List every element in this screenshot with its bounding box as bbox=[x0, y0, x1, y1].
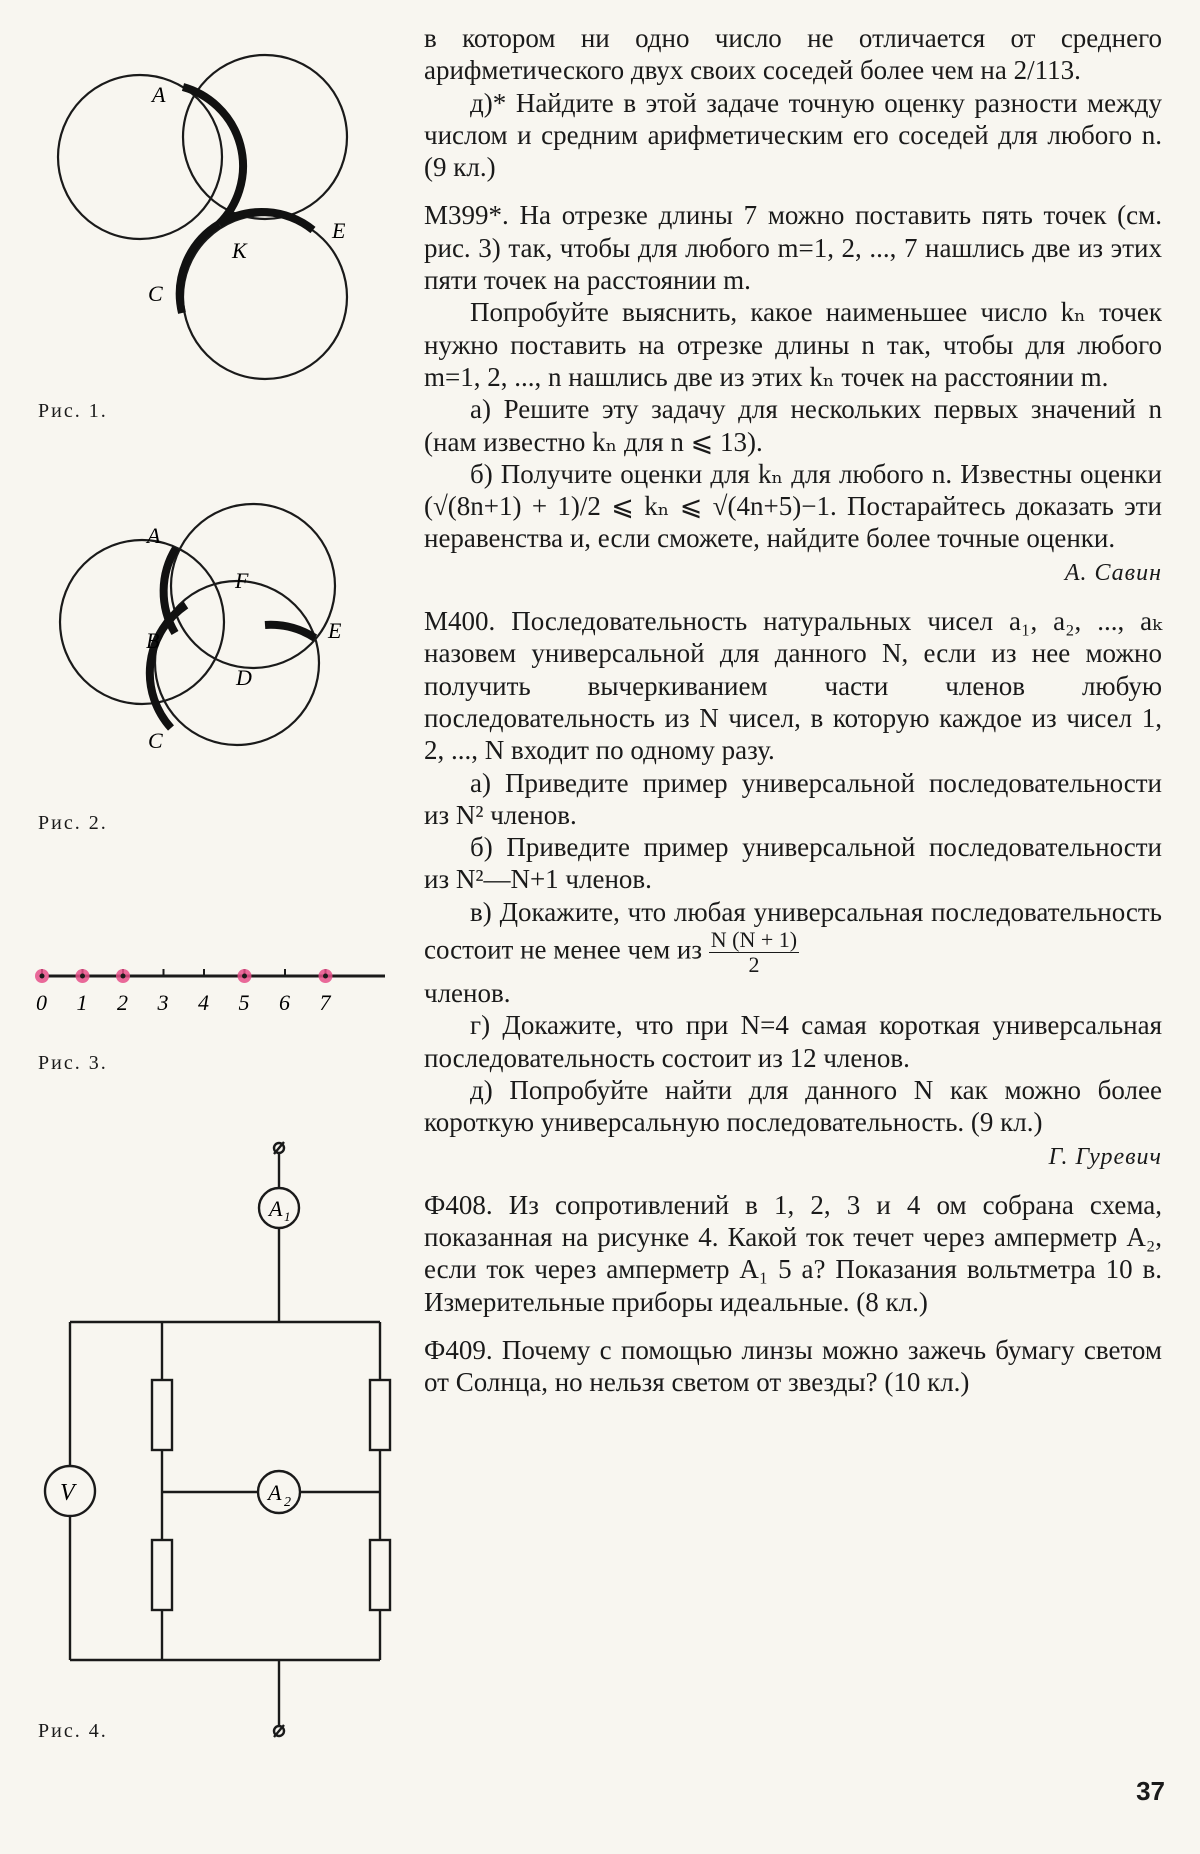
problem-m399-paragraph-2: Попробуйте выяснить, какое наименьшее число kₙ точек нужно поставить на отрезке длины n так, чтобы для любого m=1, 2, ..., n нашлись две из этих kₙ точек на расстоянии m. bbox=[424, 297, 1162, 392]
tick-label-3: 3 bbox=[157, 990, 169, 1015]
fraction bbox=[709, 928, 799, 977]
thick-arc-a-k bbox=[183, 87, 243, 224]
label-c: C bbox=[148, 728, 163, 753]
marked-point-dot-0 bbox=[40, 974, 45, 979]
circle-bottom bbox=[183, 215, 347, 379]
label-a: A bbox=[147, 523, 161, 548]
ammeter-2-sub: 2 bbox=[284, 1495, 291, 1510]
tick-label-0: 0 bbox=[36, 990, 47, 1015]
problem-m400-intro bbox=[424, 605, 1162, 766]
marked-point-dot-5 bbox=[242, 974, 247, 979]
label-d: D bbox=[236, 665, 252, 690]
tick-label-1: 1 bbox=[76, 990, 88, 1015]
circle-right-top bbox=[171, 504, 335, 668]
resistor-left-bottom bbox=[152, 1540, 172, 1610]
problem-f408 bbox=[424, 1189, 1162, 1318]
figure-4-caption: Рис. 4. bbox=[38, 1720, 108, 1742]
problem-f408-text: Из сопротивлений в 1, 2, 3 и 4 ом собрана схема, показанная на рисунке 4. Какой ток течет через амперметр A₂, если ток через амперметр A₁ 5 a? Показания вольтметра 10 в. Измерительные приборы идеальные. (8 кл.) bbox=[424, 1189, 1163, 1317]
figure-3-number-line bbox=[30, 960, 400, 1030]
label-k: K bbox=[232, 238, 247, 263]
figure-4-circuit bbox=[30, 1130, 400, 1750]
problem-f408-id: Ф408. bbox=[424, 1189, 493, 1220]
problem-m400-part-c-end: членов. bbox=[424, 978, 511, 1009]
problem-m400-part-a: а) Приведите пример универсальной последовательности из N² членов. bbox=[424, 767, 1162, 830]
problem-f409-text: Почему с помощью линзы можно зажечь бумагу светом от Солнца, но нельзя светом от звезды? (10 кл.) bbox=[424, 1334, 1163, 1398]
problem-m399-part-a: а) Решите эту задачу для нескольких первых значений n (нам известно kₙ для n ⩽ 13). bbox=[424, 394, 1162, 457]
resistor-right-top bbox=[370, 1380, 390, 1450]
problem-m399-part-b: б) Получите оценки для kₙ для любого n. Известны оценки (√(8n+1) + 1)/2 ⩽ kₙ ⩽ √(4n+5)−1. Постарайтесь доказать эти неравенства и, если сможете, найдите более точные оценки. bbox=[424, 458, 1162, 554]
problem-m400-part-e: д) Попробуйте найти для данного N как можно более короткую универсальную последовательность. (9 кл.) bbox=[424, 1074, 1162, 1138]
text-column bbox=[424, 22, 1162, 1399]
ammeter-2-label: A bbox=[268, 1480, 282, 1505]
problem-m400-part-b: б) Приведите пример универсальной последовательности из N²—N+1 членов. bbox=[424, 832, 1162, 895]
label-f: F bbox=[235, 568, 249, 593]
problem-m400-part-c-text: в) Докажите, что любая универсальная последовательность состоит не менее чем из bbox=[424, 896, 1162, 965]
label-b: B bbox=[146, 628, 160, 653]
circle-left bbox=[60, 540, 224, 704]
circle-left bbox=[58, 75, 222, 239]
resistor-right-bottom bbox=[370, 1540, 390, 1610]
marked-point-dot-2 bbox=[121, 974, 126, 979]
tick-label-7: 7 bbox=[319, 990, 331, 1015]
problem-f409-id: Ф409. bbox=[424, 1334, 493, 1365]
fraction-numerator: N (N + 1) bbox=[710, 927, 798, 953]
problem-m400-part-d: г) Докажите, что при N=4 самая короткая универсальная последовательность состоит из 12 членов. bbox=[424, 1010, 1162, 1073]
problem-f409 bbox=[424, 1334, 1162, 1399]
problem-m399-author: А. Савин bbox=[1064, 559, 1162, 586]
problem-m400-intro-text: Последовательность натуральных чисел a₁, a₂, ..., aₖ назовем универсальной для данного N, если из нее можно получить вычеркиванием части членов любую последовательность из N чисел, в которую каждое из чисел 1, 2, ..., N входит по одному разу. bbox=[424, 606, 1162, 766]
circle-right-top bbox=[183, 55, 347, 219]
thick-arc-k-e bbox=[219, 212, 313, 230]
tick-label-4: 4 bbox=[198, 990, 209, 1015]
label-c: C bbox=[148, 281, 163, 306]
tick-label-5: 5 bbox=[238, 990, 250, 1015]
tick-label-2: 2 bbox=[117, 990, 128, 1015]
figure-2-caption: Рис. 2. bbox=[38, 812, 108, 834]
figure-1-caption: Рис. 1. bbox=[38, 400, 108, 422]
thick-arc-f-e bbox=[265, 625, 315, 638]
continuation-paragraph-1: в котором ни одно число не отличается от среднего арифметического двух своих соседей более чем на 2/113. bbox=[424, 23, 1162, 86]
resistor-left-top bbox=[152, 1380, 172, 1450]
problem-m399-intro-text: На отрезке длины 7 можно поставить пять точек (см. рис. 3) так, чтобы для любого m=1, 2, ..., 7 нашлись две из этих пяти точек на расстоянии m. bbox=[424, 200, 1162, 296]
problem-m399-id: М399*. bbox=[424, 200, 509, 231]
figure-2-three-circles bbox=[30, 490, 390, 820]
marked-point-dot-7 bbox=[323, 974, 328, 979]
label-e: E bbox=[328, 618, 342, 643]
problem-m400-id: М400. bbox=[424, 606, 496, 637]
fraction-denominator: 2 bbox=[748, 952, 760, 978]
continuation-paragraph-2: д)* Найдите в этой задаче точную оценку разности между числом и средним арифметическим его соседей для любого n. (9 кл.) bbox=[424, 87, 1162, 183]
marked-point-dot-1 bbox=[80, 974, 85, 979]
figure-1-three-circles bbox=[30, 40, 390, 410]
problem-m400-part-c bbox=[424, 896, 1162, 977]
ammeter-1-label: A bbox=[269, 1196, 283, 1221]
problem-m399-intro bbox=[424, 199, 1162, 296]
figure-3-caption: Рис. 3. bbox=[38, 1052, 108, 1074]
voltmeter-label: V bbox=[60, 1480, 75, 1506]
tick-label-6: 6 bbox=[279, 990, 290, 1015]
label-a: A bbox=[152, 82, 166, 107]
thick-arc-k-c bbox=[180, 224, 219, 313]
ammeter-1-sub: 1 bbox=[284, 1209, 291, 1224]
label-e: E bbox=[332, 218, 346, 243]
page-number: 37 bbox=[1136, 1776, 1165, 1806]
problem-m400-author: Г. Гуревич bbox=[1048, 1143, 1162, 1170]
